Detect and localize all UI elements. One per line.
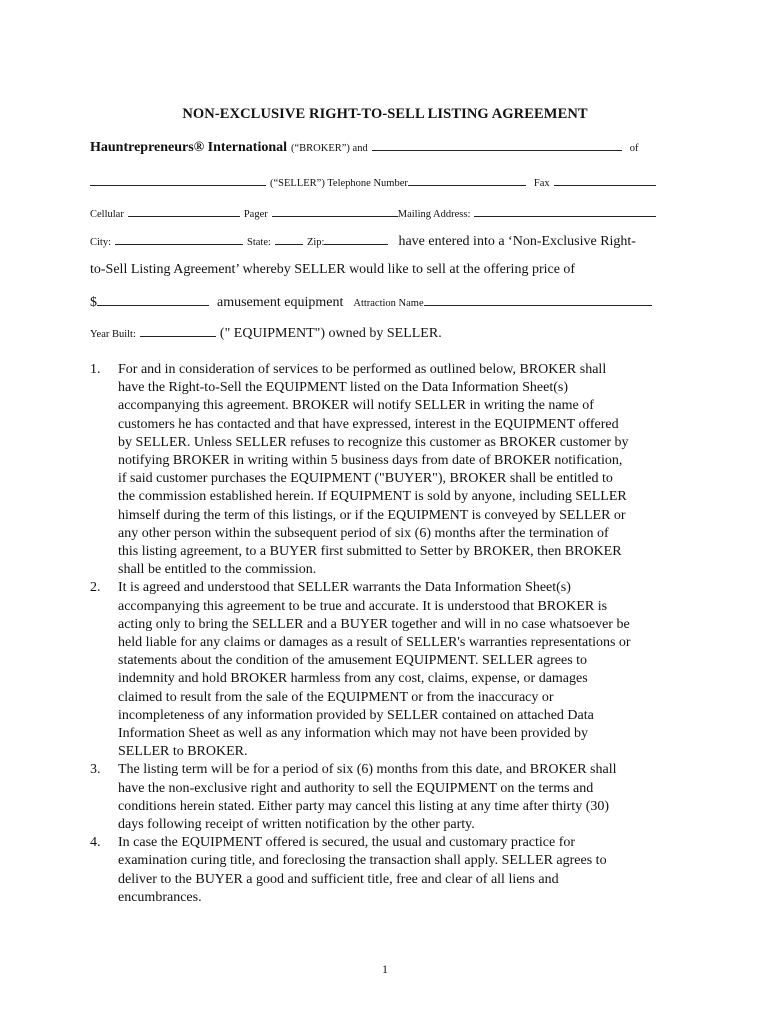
telephone-field[interactable] <box>408 175 526 186</box>
contact-line <box>90 204 656 222</box>
clause-line: claimed to result from the sale of the EQUIPMENT or from the inaccuracy or <box>118 689 554 705</box>
clause-3 <box>90 761 680 834</box>
clause-line: days following receipt of written notification by the other party. <box>118 817 475 833</box>
clause-line: any other person within the subsequent period of six (6) months after the termination of <box>118 525 609 541</box>
clause-number: 1. <box>90 362 101 377</box>
clause-line: It is agreed and understood that SELLER warrants the Data Information Sheet(s) <box>118 580 571 596</box>
clause-line: acting only to bring the SELLER and a BUYER together and will in no case whatsoever be <box>118 616 630 632</box>
clause-line: encumbrances. <box>118 889 202 905</box>
clause-line: accompanying this agreement to be true and accurate. It is understood that BROKER is <box>118 598 608 614</box>
broker-line <box>90 138 638 156</box>
clause-line: the commission established herein. If EQUIPMENT is sold by anyone, including SELLER <box>118 489 627 505</box>
state-label: State: <box>247 237 271 248</box>
fax-field[interactable] <box>554 175 656 186</box>
clause-2 <box>90 579 680 761</box>
clause-line: himself during the term of this listings, or if the EQUIPMENT is conveyed by SELLER or <box>118 507 626 523</box>
seller-telephone-label: (“SELLER”) Telephone Number <box>270 178 408 189</box>
dollar-sign: $ <box>90 295 97 310</box>
zip-field[interactable] <box>324 234 388 245</box>
clause-line: statements about the condition of the amusement EQUIPMENT. SELLER agrees to <box>118 653 588 669</box>
city-field[interactable] <box>115 234 243 245</box>
amusement-equipment-text: amusement equipment <box>217 295 344 310</box>
clause-number: 4. <box>90 835 101 851</box>
company-name: Hauntrepreneurs® International <box>90 140 288 155</box>
clause-line: customers he has contacted and that have expressed, interest in the EQUIPMENT offered <box>118 416 619 432</box>
entered-into-text: have entered into a ‘Non-Exclusive Right- <box>398 234 636 249</box>
clause-1 <box>90 361 680 579</box>
clause-line: conditions herein stated. Either party may cancel this listing at any time after thirty (30) <box>118 798 610 814</box>
clause-line: For and in consideration of services to be performed as outlined below, BROKER shall <box>118 362 607 377</box>
clause-number: 3. <box>90 762 101 778</box>
attraction-name-field[interactable] <box>424 295 652 306</box>
attraction-name-label: Attraction Name <box>353 298 424 309</box>
clause-line: The listing term will be for a period of six (6) months from this date, and BROKER shall <box>118 762 617 778</box>
clause-line: deliver to the BUYER a good and sufficient title, free and clear of all liens and <box>118 871 559 887</box>
clause-line: have the Right-to-Sell the EQUIPMENT listed on the Data Information Sheet(s) <box>118 380 568 396</box>
clause-number: 2. <box>90 580 101 596</box>
clause-4 <box>90 834 680 907</box>
clauses-list <box>90 361 680 907</box>
seller-name-field[interactable] <box>372 140 622 151</box>
cellular-field[interactable] <box>128 206 240 217</box>
of-label: of <box>629 143 639 154</box>
document-title: NON-EXCLUSIVE RIGHT-TO-SELL LISTING AGREEMENT <box>182 106 588 122</box>
state-field[interactable] <box>275 234 303 245</box>
zip-label: Zip: <box>306 237 325 248</box>
pager-label: Pager <box>243 209 268 220</box>
clause-line: indemnity and hold BROKER harmless from any cost, claims, expense, or damages <box>118 671 588 687</box>
clause-line: examination curing title, and foreclosing the transaction shall apply. SELLER agrees to <box>118 853 607 869</box>
mailing-address-label: Mailing Address: <box>397 209 471 220</box>
offering-text: to-Sell Listing Agreement’ whereby SELLER would like to sell at the offering price of <box>90 262 576 277</box>
year-built-label: Year Built: <box>90 329 136 340</box>
clause-line: have the non-exclusive right and authority to sell the EQUIPMENT on the terms and <box>118 780 594 796</box>
cellular-label: Cellular <box>90 209 124 220</box>
city-line <box>90 232 636 250</box>
fax-label: Fax <box>533 178 550 189</box>
mailing-address-field[interactable] <box>474 206 656 217</box>
price-line <box>90 292 652 311</box>
clause-line: held liable for any claims or damages as a result of SELLER's warranties representations or <box>118 635 631 651</box>
clause-line: incompleteness of any information provided by SELLER contained on attached Data <box>118 707 594 723</box>
clause-line: shall be entitled to the commission. <box>118 562 317 578</box>
city-label: City: <box>90 237 112 248</box>
broker-and-label: (“BROKER”) and <box>291 143 368 154</box>
clause-line: by SELLER. Unless SELLER refuses to recognize this customer as BROKER customer by <box>118 434 629 450</box>
clause-line: if said customer purchases the EQUIPMENT ("BUYER"), BROKER shall be entitled to <box>118 471 613 487</box>
pager-field[interactable] <box>272 206 398 217</box>
year-built-field[interactable] <box>140 326 216 337</box>
clause-line: this listing agreement, to a BUYER first submitted to Setter by BROKER, then BROKER <box>118 544 622 560</box>
year-built-line <box>90 324 442 342</box>
owned-by-seller-text: (" EQUIPMENT") owned by SELLER. <box>219 326 442 341</box>
offering-price-field[interactable] <box>97 292 209 306</box>
clause-line: Information Sheet as well as any information which may not have been provided by <box>118 726 589 742</box>
seller-address-field[interactable] <box>90 175 266 186</box>
clause-line: notifying BROKER in writing within 5 business days from date of BROKER notification, <box>118 453 623 469</box>
page-number: 1 <box>382 962 388 976</box>
clause-line: accompanying this agreement. BROKER will notify SELLER in writing the name of <box>118 398 594 414</box>
clause-line: In case the EQUIPMENT offered is secured, the usual and customary practice for <box>118 835 576 851</box>
clause-line: SELLER to BROKER. <box>118 744 248 760</box>
seller-line <box>90 173 656 191</box>
